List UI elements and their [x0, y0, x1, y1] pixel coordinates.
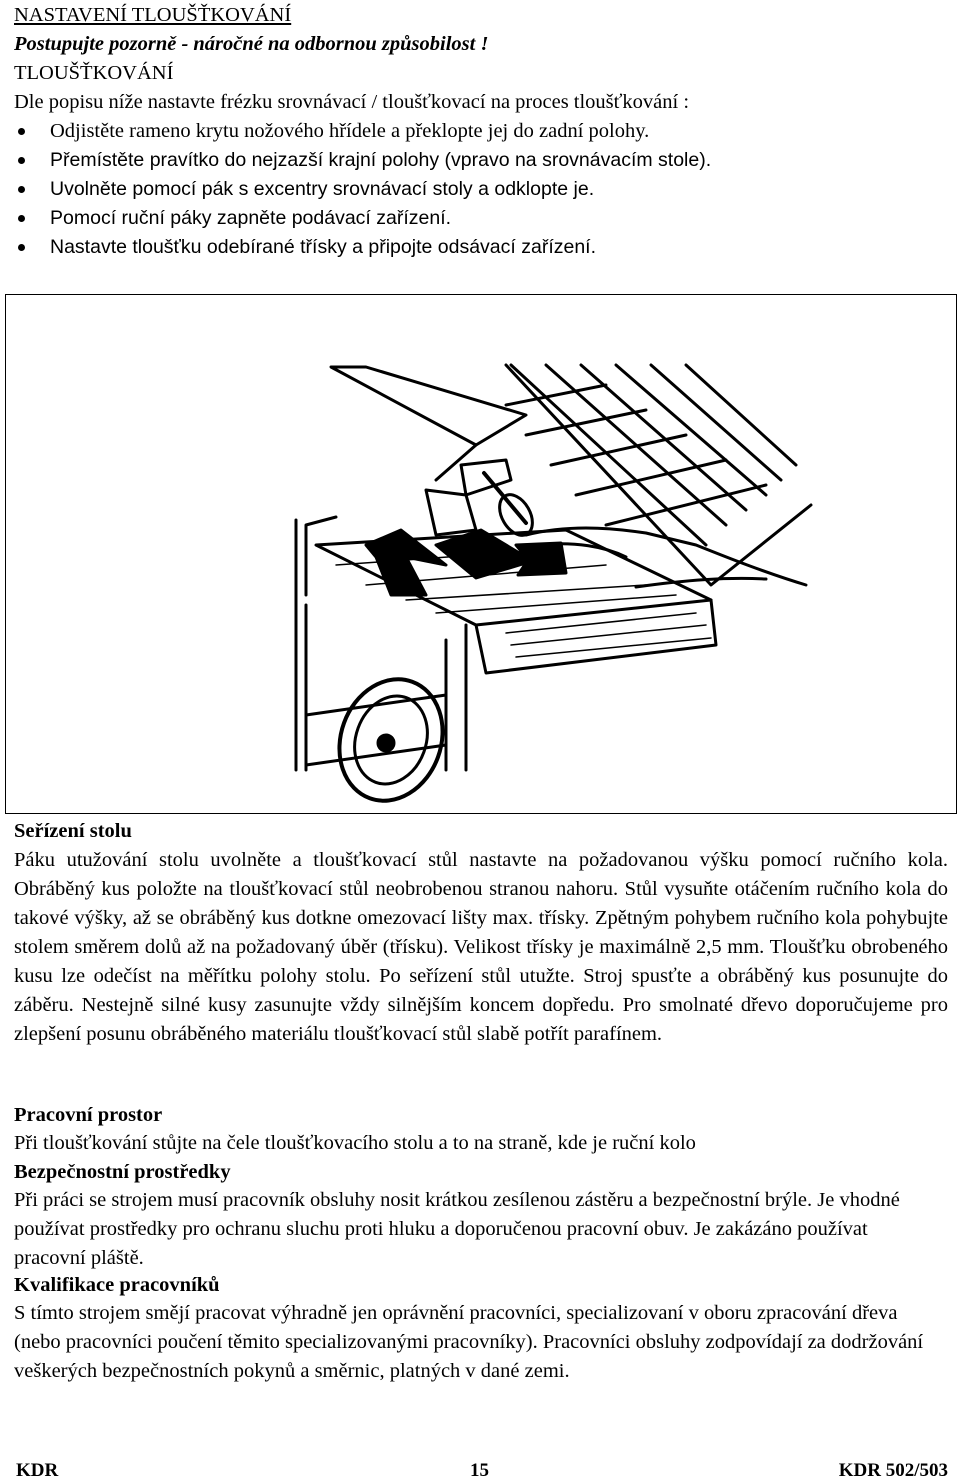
page-number: 15: [470, 1460, 489, 1481]
section-heading: Kvalifikace pracovníků: [14, 1274, 220, 1296]
section-text: S tímto strojem smějí pracovat výhradně jen oprávnění pracovníci, specializovaní v oboru zpracování dřeva (nebo pracovníci poučení těmito specializovanými pracovníky). Pracovníci obsluhy zodpovídají za dodržování veškerých bezpečnostních pokynů a směrnic, platných v dané zemi.: [14, 1302, 924, 1382]
machine-illustration: [5, 294, 957, 814]
warning-text: Postupujte pozorně - náročné na odbornou způsobilost !: [14, 33, 489, 55]
bullet-icon: [18, 186, 25, 193]
bullet-icon: [18, 244, 25, 251]
bullet-icon: [18, 215, 25, 222]
section-text: Při tloušťkování stůjte na čele tloušťkovacího stolu a to na straně, kde je ruční kolo: [14, 1132, 696, 1154]
intro-text: Dle popisu níže nastavte frézku srovnávací / tloušťkovací na proces tloušťkování :: [14, 91, 690, 113]
section-heading: Bezpečnostní prostředky: [14, 1161, 231, 1183]
section-subtitle: TLOUŠŤKOVÁNÍ: [14, 62, 174, 84]
bullet-icon: [18, 157, 25, 164]
step-text: Uvolněte pomocí pák s excentry srovnávací stoly a odklopte je.: [50, 178, 595, 200]
footer-left: KDR: [16, 1460, 59, 1481]
section-heading: Pracovní prostor: [14, 1104, 163, 1126]
section-text: Páku utužování stolu uvolněte a tloušťkovací stůl nastavte na požadovanou výšku pomocí ručního kola. Obráběný kus položte na tloušťkovací stůl neobrobenou stranou nahoru. Stůl vysuňte otáčením ručního kola do takové výšky, až se obráběný kus dotkne omezovací lišty max. třísky. Zpětným pohybem ručního kola pohybujte stolem směrem dolů až na požadovaný úběr (třísku). Velikost třísky je maximálně 2,5 mm. Tloušťku obrobeného kusu lze odečíst na měřítku polohy stolu. Po seřízení stůl utužte. Stroj spusťte a obráběný kus posunujte do záběru. Nestejně silné kusy zasunujte vždy silnějším koncem dopředu. Pro smolnaté dřevo doporučujeme pro zlepšení posunu obráběného materiálu tloušťkovací stůl slabě potřít parafínem.: [14, 849, 948, 1045]
bullet-icon: [18, 128, 25, 135]
section-text: Při práci se strojem musí pracovník obsluhy nosit krátkou zesílenou zástěru a bezpečnostní brýle. Je vhodné používat prostředky pro ochranu sluchu proti hluku a doporučenou pracovní obuv. Je zakázáno používat pracovní pláště.: [14, 1189, 900, 1269]
footer-right: KDR 502/503: [838, 1460, 948, 1481]
section-heading: Seřízení stolu: [14, 820, 132, 842]
planer-drawing: [6, 295, 956, 813]
step-text: Odjistěte rameno krytu nožového hřídele a překlopte jej do zadní polohy.: [50, 120, 650, 142]
step-text: Přemístěte pravítko do nejzazší krajní polohy (vpravo na srovnávacím stole).: [50, 149, 712, 171]
step-text: Nastavte tloušťku odebírané třísky a připojte odsávací zařízení.: [50, 236, 597, 258]
page-title: NASTAVENÍ TLOUŠŤKOVÁNÍ: [14, 4, 292, 26]
step-text: Pomocí ruční páky zapněte podávací zařízení.: [50, 207, 452, 229]
